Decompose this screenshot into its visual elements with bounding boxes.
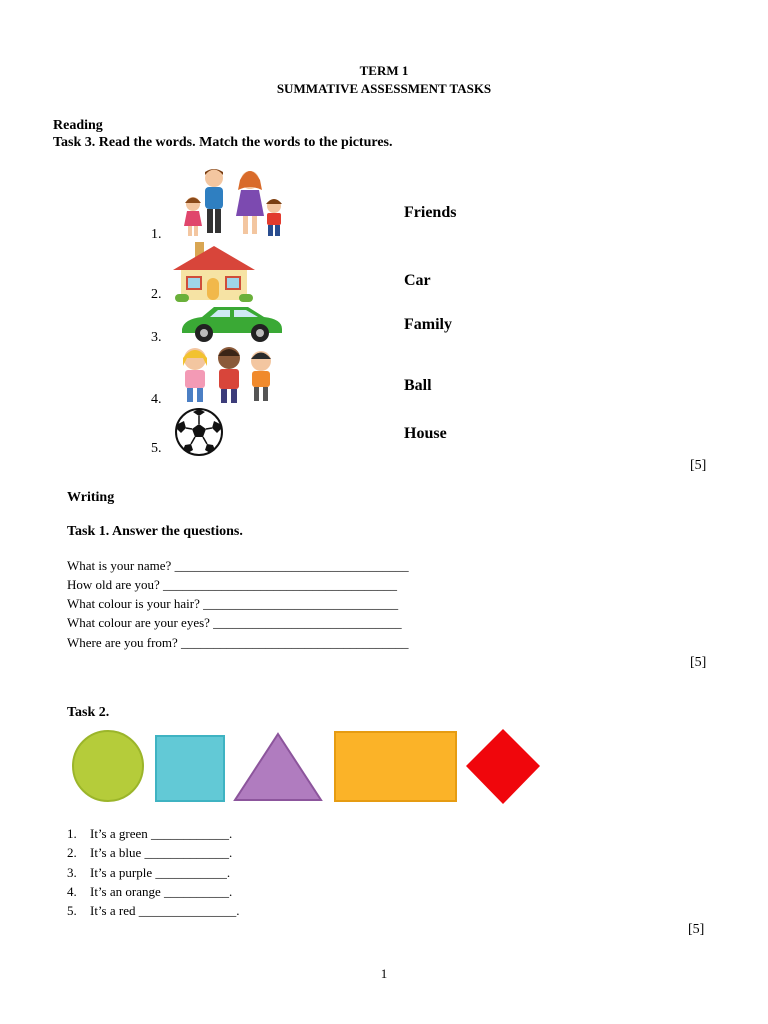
friends-picture [175, 346, 283, 406]
blue-square [156, 736, 224, 801]
sentence-number: 4. [67, 884, 77, 899]
sentence-line: It’s an orange __________. [90, 884, 233, 899]
item-number: 2. [151, 287, 162, 302]
question-line: What is your name? ____________________________________ [67, 558, 409, 573]
item-number: 5. [151, 441, 162, 456]
green-circle [73, 731, 143, 801]
reading-heading: Reading [53, 118, 103, 133]
sentence-line: It’s a blue _____________. [90, 845, 233, 860]
item-number: 3. [151, 330, 162, 345]
task1-title: Task 1. Answer the questions. [67, 524, 243, 539]
question-line: What colour is your hair? ______________________________ [67, 596, 399, 611]
task2-score: [5] [688, 922, 705, 937]
purple-triangle [235, 734, 321, 800]
word-option: Family [404, 316, 452, 333]
question-line: What colour are your eyes? _____________________________ [67, 615, 402, 630]
sentence-line: It’s a green ____________. [90, 826, 233, 841]
page-number: 1 [380, 966, 388, 981]
item-number: 1. [151, 227, 162, 242]
orange-rectangle [335, 732, 456, 801]
sentence-number: 2. [67, 845, 77, 860]
family-picture [176, 166, 294, 238]
sentence-number: 5. [67, 903, 77, 918]
task2-title: Task 2. [67, 705, 110, 720]
reading-task: Task 3. Read the words. Match the words to the pictures. [53, 135, 393, 150]
word-option: House [404, 425, 447, 442]
shapes-row [68, 728, 548, 808]
sentence-number: 3. [67, 865, 77, 880]
house-picture [173, 240, 255, 302]
header-term: TERM 1 [359, 63, 409, 78]
sentence-line: It’s a red _______________. [90, 903, 240, 918]
car-picture [178, 305, 284, 343]
word-option: Ball [404, 377, 432, 394]
sentence-number: 1. [67, 826, 77, 841]
question-line: How old are you? ____________________________________ [67, 577, 398, 592]
item-number: 4. [151, 392, 162, 407]
header-title: SUMMATIVE ASSESSMENT TASKS [276, 81, 492, 96]
word-option: Friends [404, 204, 457, 221]
writing-heading: Writing [67, 490, 115, 505]
sentence-line: It’s a purple ___________. [90, 865, 231, 880]
task1-score: [5] [690, 655, 707, 670]
word-option: Car [404, 272, 431, 289]
reading-score: [5] [690, 458, 707, 473]
ball-picture [174, 407, 224, 457]
red-diamond [466, 729, 540, 804]
question-line: Where are you from? ___________________________________ [67, 635, 409, 650]
